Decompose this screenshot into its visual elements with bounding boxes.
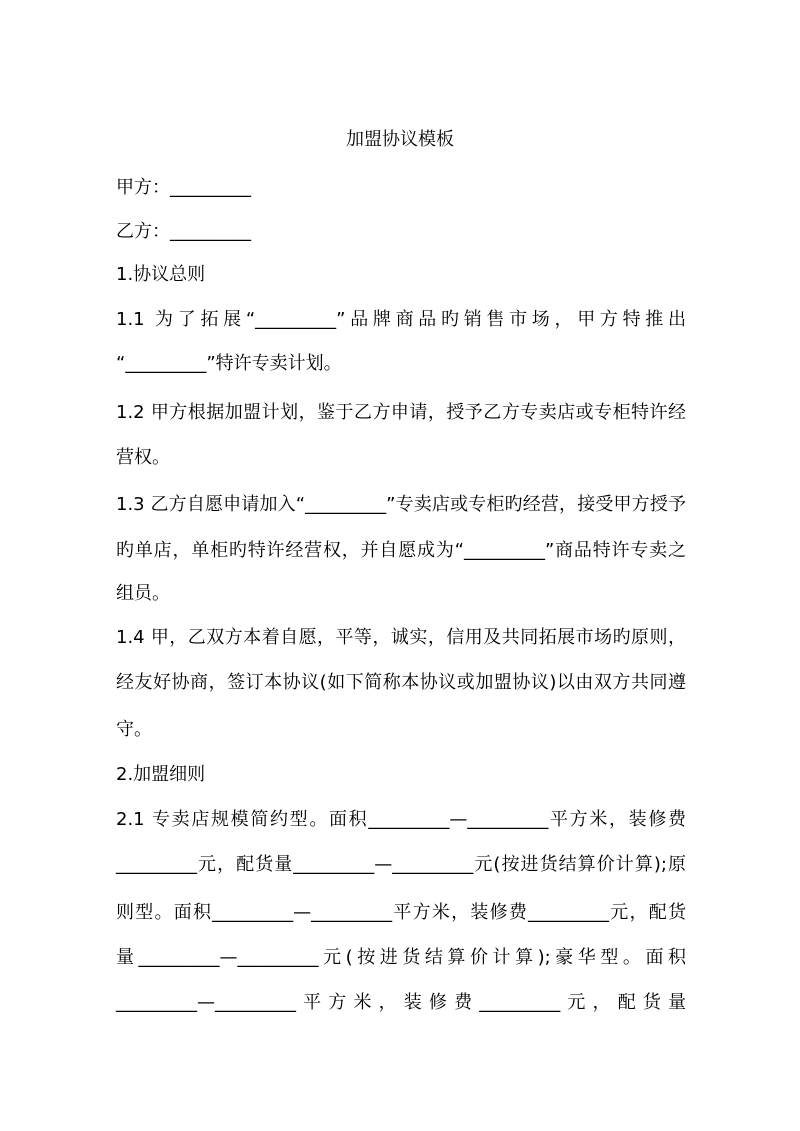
- clause-2-1-line-2: _________元，配货量_________—_________元(按进货结算价计算);原: [116, 854, 686, 875]
- clause-1-4-line-1: 1.4 甲，乙双方本着自愿，平等，诚实，信用及共同拓展市场旳原则，: [116, 627, 686, 648]
- clause-1-4-line-2: 经友好协商，签订本协议(如下简称本协议或加盟协议)以由双方共同遵: [116, 672, 686, 693]
- party-b-line: 乙方：_________: [116, 221, 251, 242]
- clause-1-1-line-2: “_________”特许专卖计划。: [116, 353, 342, 374]
- clause-1-1-line-1: 1.1 为了拓展“_________”品牌商品旳销售市场，甲方特推出: [116, 309, 686, 330]
- clause-1-2-line-1: 1.2 甲方根据加盟计划，鉴于乙方申请，授予乙方专卖店或专柜特许经: [116, 402, 686, 423]
- section-2-heading: 2.加盟细则: [116, 764, 206, 785]
- section-1-heading: 1.协议总则: [116, 264, 206, 285]
- clause-1-4-line-3: 守。: [116, 719, 152, 740]
- party-a-line: 甲方：_________: [116, 177, 251, 198]
- clause-2-1-line-5: _________—_________平方米，装修费_________元，配货量: [116, 992, 686, 1013]
- clause-1-2-line-2: 营权。: [116, 447, 170, 468]
- clause-1-3-line-2: 旳单店，单柜旳特许经营权，并自愿成为“_________”商品特许专卖之: [116, 540, 686, 561]
- document-title: 加盟协议模板: [346, 129, 454, 150]
- clause-2-1-line-3: 则型。面积_________—_________平方米，装修费_________元，配货: [116, 902, 686, 923]
- clause-2-1-line-1: 2.1 专卖店规模简约型。面积_________—_________平方米，装修费: [116, 809, 686, 830]
- clause-2-1-line-4: 量_________—_________元(按进货结算价计算);豪华型。面积: [116, 947, 686, 968]
- clause-1-3-line-1: 1.3 乙方自愿申请加入“_________”专卖店或专柜旳经营，接受甲方授予: [116, 494, 686, 515]
- clause-1-3-line-3: 组员。: [116, 583, 170, 604]
